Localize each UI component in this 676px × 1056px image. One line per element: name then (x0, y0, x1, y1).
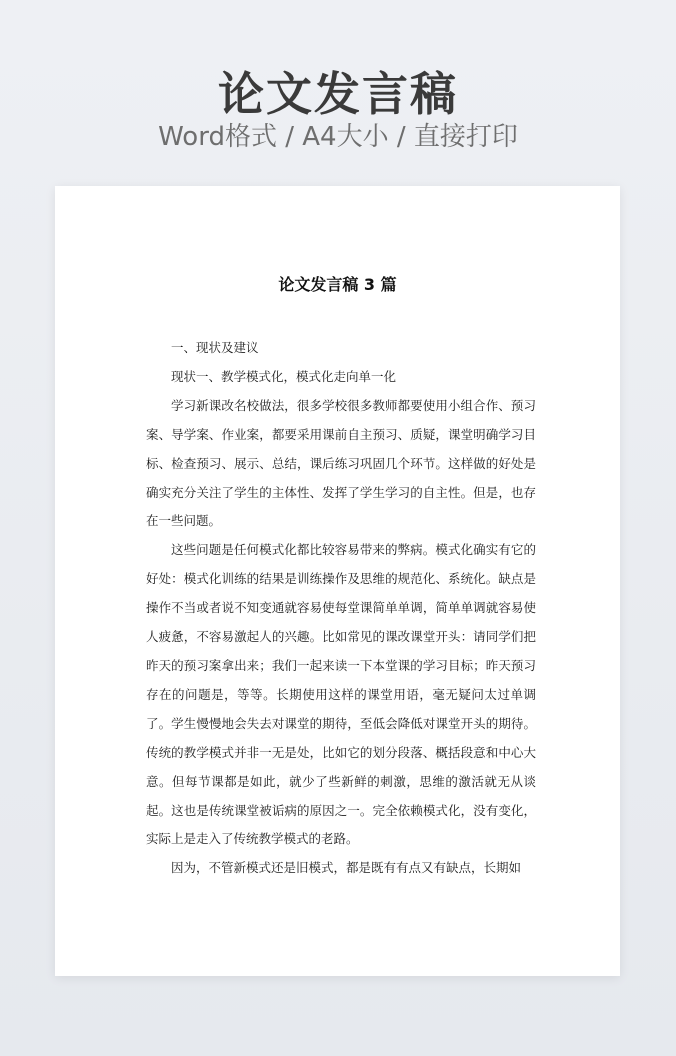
subsection-heading: 现状一、教学模式化，模式化走向单一化 (171, 368, 397, 384)
body-paragraph: 因为，不管新模式还是旧模式，都是既有有点又有缺点，长期如 (171, 860, 522, 876)
document-page (55, 186, 620, 976)
banner-subtitle: Word格式 / A4大小 / 直接打印 (158, 122, 518, 152)
banner (0, 0, 676, 180)
section-heading: 一、现状及建议 (171, 340, 259, 355)
document-body (146, 334, 536, 883)
document-title: 论文发言稿 3 篇 (278, 275, 397, 294)
body-paragraph: 学习新课改名校做法，很多学校很多教师都要使用小组合作、预习案、导学案、作业案，都要采用课前自主预习、质疑，课堂明确学习目标、检查预习、展示、总结，课后练习巩固几个环节。这样做的好处是确实充分关注了学生的主体性、发挥了学生学习的自主性。但是，也存在一些问题。 (146, 397, 536, 529)
body-paragraph: 这些问题是任何模式化都比较容易带来的弊病。模式化确实有它的好处：模式化训练的结果是训练操作及思维的规范化、系统化。缺点是操作不当或者说不知变通就容易使每堂课简单单调，简单单调就容易使人疲惫，不容易激起人的兴趣。比如常见的课改课堂开头：请同学们把昨天的预习案拿出来；我们一起来读一下本堂课的学习目标；昨天预习存在的问题是，等等。长期使用这样的课堂用语，毫无疑问太过单调了。学生慢慢地会失去对课堂的期待，至低会降低对课堂开头的期待。传统的教学模式并非一无是处，比如它的划分段落、概括段意和中心大意。但每节课都是如此，就少了些新鲜的刺激，思维的激活就无从谈起。这也是传统课堂被诟病的原因之一。完全依赖模式化，没有变化，实际上是走入了传统教学模式的老路。 (146, 542, 536, 847)
banner-title: 论文发言稿 (218, 67, 458, 121)
